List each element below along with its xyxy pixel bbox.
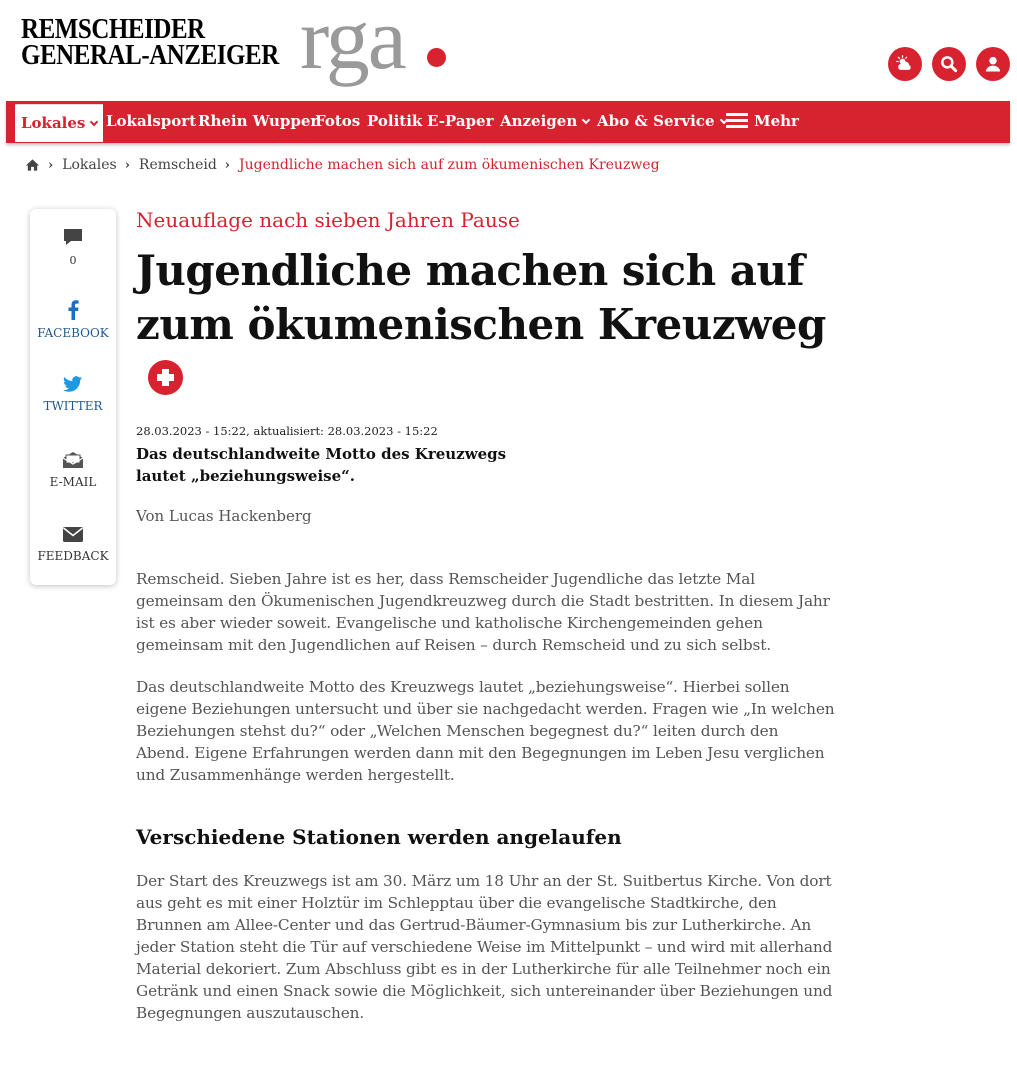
feedback-label: FEEDBACK: [37, 549, 109, 563]
nav-item-label: Mehr: [754, 112, 799, 130]
user-icon: [983, 54, 1003, 74]
article-dateline: 28.03.2023 - 15:22, aktualisiert: 28.03.2023 - 15:22: [136, 424, 438, 438]
nav-item-politik[interactable]: [367, 101, 422, 143]
twitter-label: TWITTER: [43, 399, 103, 413]
logo-line2: GENERAL-ANZEIGER: [21, 39, 279, 71]
chevron-down-icon: [582, 116, 590, 124]
nav-item-label: Rhein Wupper: [198, 112, 319, 130]
title-line: Jugendliche machen sich auf: [136, 246, 805, 295]
weather-icon: [895, 54, 915, 74]
email-label: E-MAIL: [49, 475, 97, 489]
nav-item-fotos[interactable]: [315, 101, 360, 143]
comments-button[interactable]: [30, 227, 116, 267]
logo-dot: [427, 48, 446, 67]
breadcrumb-lokales[interactable]: Lokales: [62, 157, 117, 173]
logo-rga[interactable]: rga: [300, 0, 405, 88]
article-title: [136, 244, 836, 352]
nav-item-label: Abo & Service: [597, 112, 715, 130]
article-subheading: Verschiedene Stationen werden angelaufen: [136, 825, 622, 849]
article-paragraph: Der Start des Kreuzwegs ist am 30. März um 18 Uhr an der St. Suitbertus Kirche. Von dort aus geht es mit einer Holztür im Schlepptau über die evangelische Stadtkirche, den Brunnen am Allee-Center und das Gertrud-Bäumer-Gymnasium bis zur Lutherkirche. An jeder Station steht die Tür auf verschiedene Weise im Mittelpunkt – und wird mit allerhand Material dekoriert. Zum Abschluss gibt es in der Lutherkirche für alle Teilnehmer noch ein Getränk und einen Snack sowie die Möglichkeit, sich untereinander über Beziehungen und Begegnungen auszutauschen.: [136, 872, 833, 1022]
email-button[interactable]: [30, 451, 116, 489]
menu-icon: [726, 110, 748, 131]
facebook-label: FACEBOOK: [37, 326, 109, 340]
nav-item-abo-service[interactable]: [597, 101, 727, 143]
breadcrumb-separator: ›: [124, 157, 130, 173]
article-author: Von Lucas Hackenberg: [136, 507, 312, 525]
comment-icon: [63, 227, 83, 247]
email-open-icon: [62, 451, 84, 469]
comments-count: 0: [69, 254, 77, 267]
breadcrumb-separator: ›: [224, 157, 230, 173]
main-nav: [6, 101, 1010, 143]
article-kicker: Neuauflage nach sieben Jahren Pause: [136, 208, 520, 232]
article-paragraph: Remscheid. Sieben Jahre ist es her, dass Remscheider Jugendliche das letzte Mal gemeinsam den Ökumenischen Jugendkreuzweg durch die Stadt bestritten. In diesem Jahr ist es aber wieder soweit. Evangelische und katholische Kirchengemeinden gehen gemeinsam mit den Jugendlichen auf Reisen – durch Remscheid und zu sich selbst.: [136, 570, 830, 654]
breadcrumb-current: Jugendliche machen sich auf zum ökumenischen Kreuzweg: [239, 157, 660, 173]
search-icon: [939, 54, 959, 74]
nav-item-lokalsport[interactable]: [106, 101, 196, 143]
nav-item-anzeigen[interactable]: [500, 101, 589, 143]
nav-item-rhein-wupper[interactable]: [198, 101, 318, 143]
envelope-icon: [62, 526, 84, 543]
nav-item-label: E-Paper: [427, 112, 494, 130]
feedback-button[interactable]: [30, 526, 116, 563]
nav-item-mehr[interactable]: [726, 101, 799, 143]
home-icon[interactable]: [25, 158, 40, 172]
plus-badge-icon: [148, 360, 183, 395]
share-bar: [30, 209, 116, 585]
nav-item-lokales[interactable]: [15, 104, 103, 142]
nav-item-label: Fotos: [315, 112, 361, 130]
nav-item-label: Lokalsport: [106, 112, 197, 130]
breadcrumb-remscheid[interactable]: Remscheid: [138, 157, 217, 173]
twitter-button[interactable]: [30, 376, 116, 413]
breadcrumb-separator: ›: [48, 157, 54, 173]
article-teaser: Das deutschlandweite Motto des Kreuzwegs lautet „beziehungsweise“.: [136, 445, 507, 485]
chevron-down-icon: [90, 118, 98, 126]
article-paragraph: Das deutschlandweite Motto des Kreuzwegs lautet „beziehungsweise“. Hierbei sollen eigene Beziehungen untersucht und über sie nachgedacht werden. Fragen wie „In welchen Beziehungen stehst du?“ oder „Welchen Menschen begegnest du?“ leiten durch den Abend. Eigene Erfahrungen werden dann mit den Begegnungen im Leben Jesu verglichen und Zusammenhänge werden hergestellt.: [136, 678, 835, 784]
user-button[interactable]: [976, 47, 1010, 81]
breadcrumb: [25, 156, 660, 174]
weather-button[interactable]: [888, 47, 922, 81]
facebook-button[interactable]: [30, 300, 116, 340]
nav-item-epaper[interactable]: [427, 101, 493, 143]
logo[interactable]: [21, 13, 279, 71]
title-line: zum ökumenischen Kreuzweg: [136, 300, 826, 349]
nav-item-label: Anzeigen: [500, 112, 578, 130]
search-button[interactable]: [932, 47, 966, 81]
facebook-icon: [67, 300, 79, 320]
twitter-icon: [63, 376, 83, 393]
nav-item-label: Lokales: [21, 114, 86, 132]
logo-line1: REMSCHEIDER: [21, 13, 205, 45]
nav-item-label: Politik: [367, 112, 423, 130]
site-header: [0, 0, 1017, 100]
